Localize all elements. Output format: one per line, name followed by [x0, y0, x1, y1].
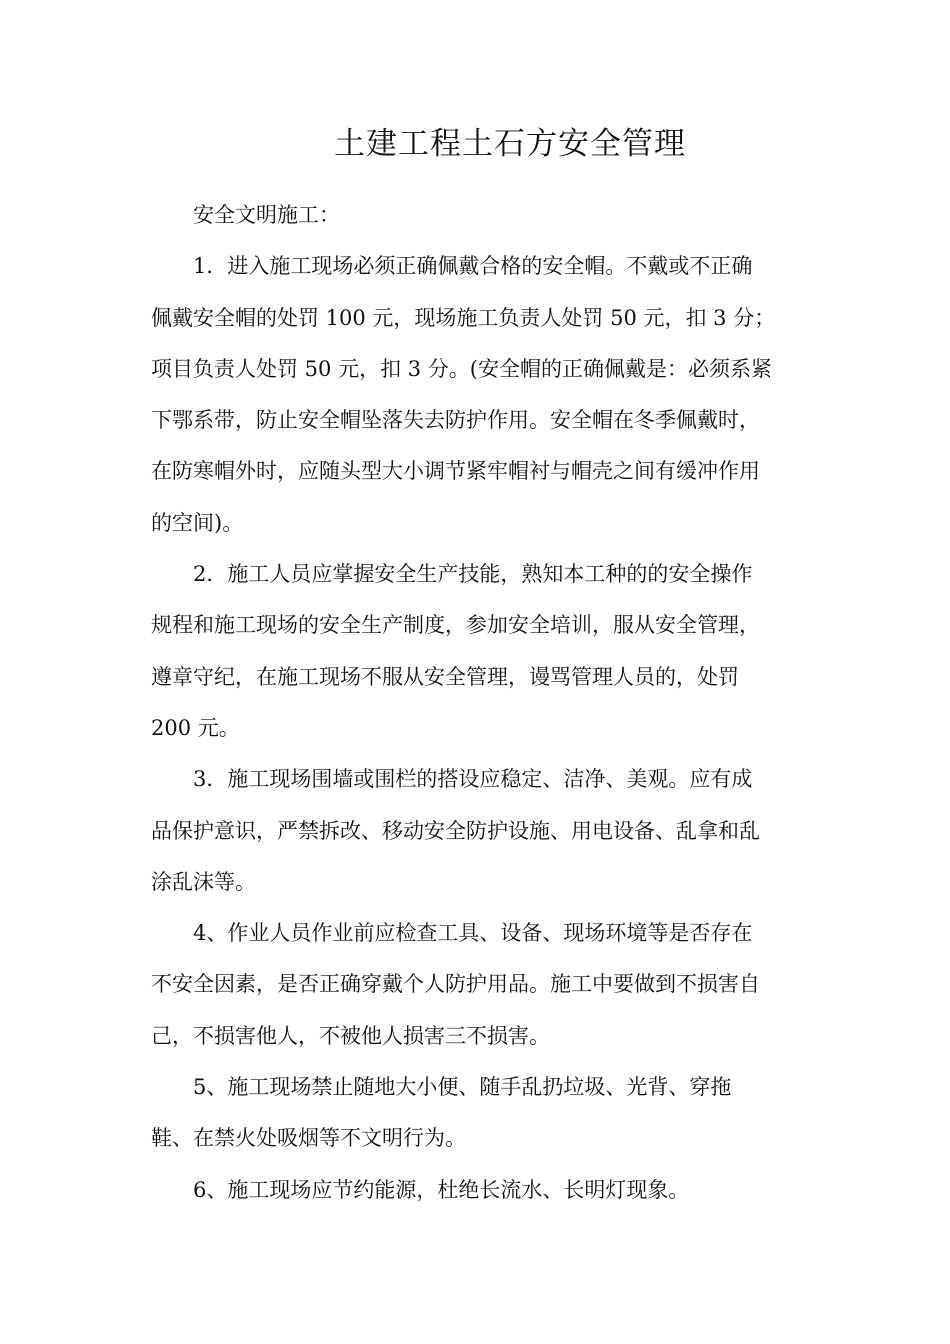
rule-paragraph-4: 4、作业人员作业前应检查工具、设备、现场环境等是否存在 不安全因素，是否正确穿戴个人防护用品。施工中要做到不损害自 己，不损害他人，不被他人损害三不损害。: [151, 921, 760, 1048]
document-body: [151, 190, 801, 1216]
section-heading: 安全文明施工：: [193, 203, 340, 227]
document-title: 土建工程土石方安全管理: [334, 126, 686, 162]
rule-paragraph-6: 6、施工现场应节约能源，杜绝长流水、长明灯现象。: [193, 1177, 690, 1202]
rule-paragraph-2: 2．施工人员应掌握安全生产技能，熟知本工种的的安全操作 规程和施工现场的安全生产制度，参加安全培训，服从安全管理， 遵章守纪，在施工现场不服从安全管理，谩骂管理人员的，处罚 200 元。: [151, 562, 760, 740]
rule-paragraph-3: 3．施工现场围墙或围栏的搭设应稳定、洁净、美观。应有成 品保护意识，严禁拆改、移动安全防护设施、用电设备、乱拿和乱 涂乱沫等。: [151, 767, 760, 894]
rule-paragraph-1: 1．进入施工现场必须正确佩戴合格的安全帽。不戴或不正确 佩戴安全帽的处罚 100 元，现场施工负责人处罚 50 元，扣 3 分； 项目负责人处罚 50 元，扣 3 分。(安全帽的正确佩戴是：必须系紧 下鄂系带，防止安全帽坠落失去防护作用。安全帽在冬季佩戴时， 在防寒帽外时，应随头型大小调节紧牢帽衬与帽壳之间有缓冲作用 的空间)。: [151, 254, 776, 535]
rule-paragraph-5: 5、施工现场禁止随地大小便、随手乱扔垃圾、光背、穿拖 鞋、在禁火处吸烟等不文明行为。: [151, 1075, 732, 1151]
